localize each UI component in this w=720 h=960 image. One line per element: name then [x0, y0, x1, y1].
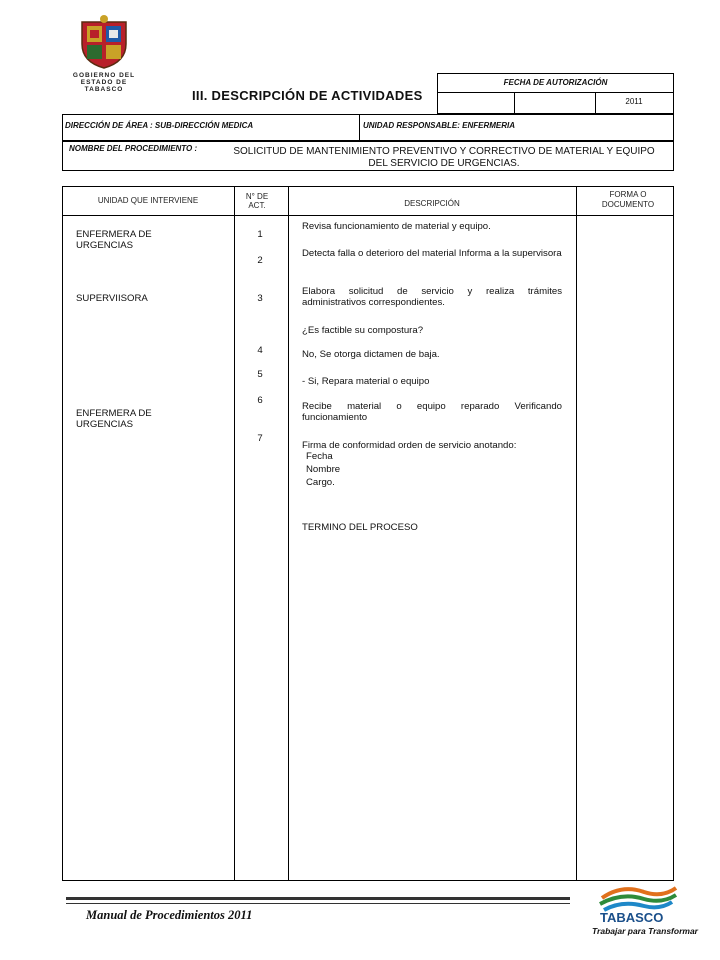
page-title: III. DESCRIPCIÓN DE ACTIVIDADES [192, 88, 423, 103]
direccion-row [62, 114, 674, 141]
procedimiento-row [62, 141, 674, 171]
tabasco-logo [592, 884, 698, 936]
activity-number: 3 [257, 293, 263, 304]
fecha-autorizacion-box [437, 73, 674, 114]
footer-manual-text: Manual de Procedimientos 2011 [86, 908, 253, 922]
col-unidad-header: UNIDAD QUE INTERVIENE [97, 196, 199, 205]
col-num-header: N° DE ACT. [245, 192, 269, 210]
activity-number: 1 [257, 229, 263, 240]
activity-description: Revisa funcionamiento de material y equipo. [302, 221, 491, 232]
state-seal-logo [78, 14, 130, 70]
procedimiento-label: NOMBRE DEL PROCEDIMIENTO : [69, 144, 198, 153]
authorization-year: 2011 [625, 97, 643, 106]
activity-description: Firma de conformidad orden de servicio anotando: [302, 440, 517, 451]
activity-description: Cargo. [306, 477, 335, 488]
unidad-responsable-label: UNIDAD RESPONSABLE: ENFERMERIA [363, 121, 516, 130]
activity-number: 2 [257, 255, 263, 266]
fecha-autorizacion-label: FECHA DE AUTORIZACIÓN [503, 78, 608, 87]
activity-description: No, Se otorga dictamen de baja. [302, 349, 440, 360]
seal-caption: GOBIERNO DEL ESTADO DE TABASCO [72, 72, 136, 93]
tabasco-wordmark: TABASCO [600, 910, 664, 925]
activity-description: Detecta falla o deterioro del material Informa a la supervisora [302, 248, 562, 259]
activity-description: Fecha [306, 451, 333, 462]
activity-number: 7 [257, 433, 263, 444]
unit-supervisora: SUPERVIISORA [76, 293, 148, 304]
activity-description: Recibe material o equipo reparado Verificando funcionamiento [302, 401, 562, 423]
activity-description: Elabora solicitud de servicio y realiza trámites administrativos correspondientes. [302, 286, 562, 308]
footer-rule [66, 897, 570, 900]
footer-rule-thin [66, 903, 570, 904]
col-desc-header: DESCRIPCIÓN [404, 199, 460, 208]
activity-description: TERMINO DEL PROCESO [302, 522, 418, 533]
activity-description: Nombre [306, 464, 341, 475]
unit-enfermera-1: ENFERMERA DE URGENCIAS [76, 229, 152, 251]
direccion-label: DIRECCIÓN DE ÁREA : SUB-DIRECCIÓN MEDICA [65, 121, 254, 130]
procedimiento-value: SOLICITUD DE MANTENIMIENTO PREVENTIVO Y CORRECTIVO DE MATERIAL Y EQUIPO DEL SERVICIO DE URGENCIAS. [233, 146, 655, 169]
activity-number: 5 [257, 369, 263, 380]
activity-number: 6 [257, 395, 263, 406]
unit-enfermera-2: ENFERMERA DE URGENCIAS [76, 408, 152, 430]
activity-number: 4 [257, 345, 263, 356]
activity-description: - Si, Repara material o equipo [302, 376, 430, 387]
activity-description: ¿Es factible su compostura? [302, 325, 424, 336]
tabasco-slogan: Trabajar para Transformar [592, 926, 698, 936]
col-forma-header: FORMA O DOCUMENTO [601, 190, 655, 209]
